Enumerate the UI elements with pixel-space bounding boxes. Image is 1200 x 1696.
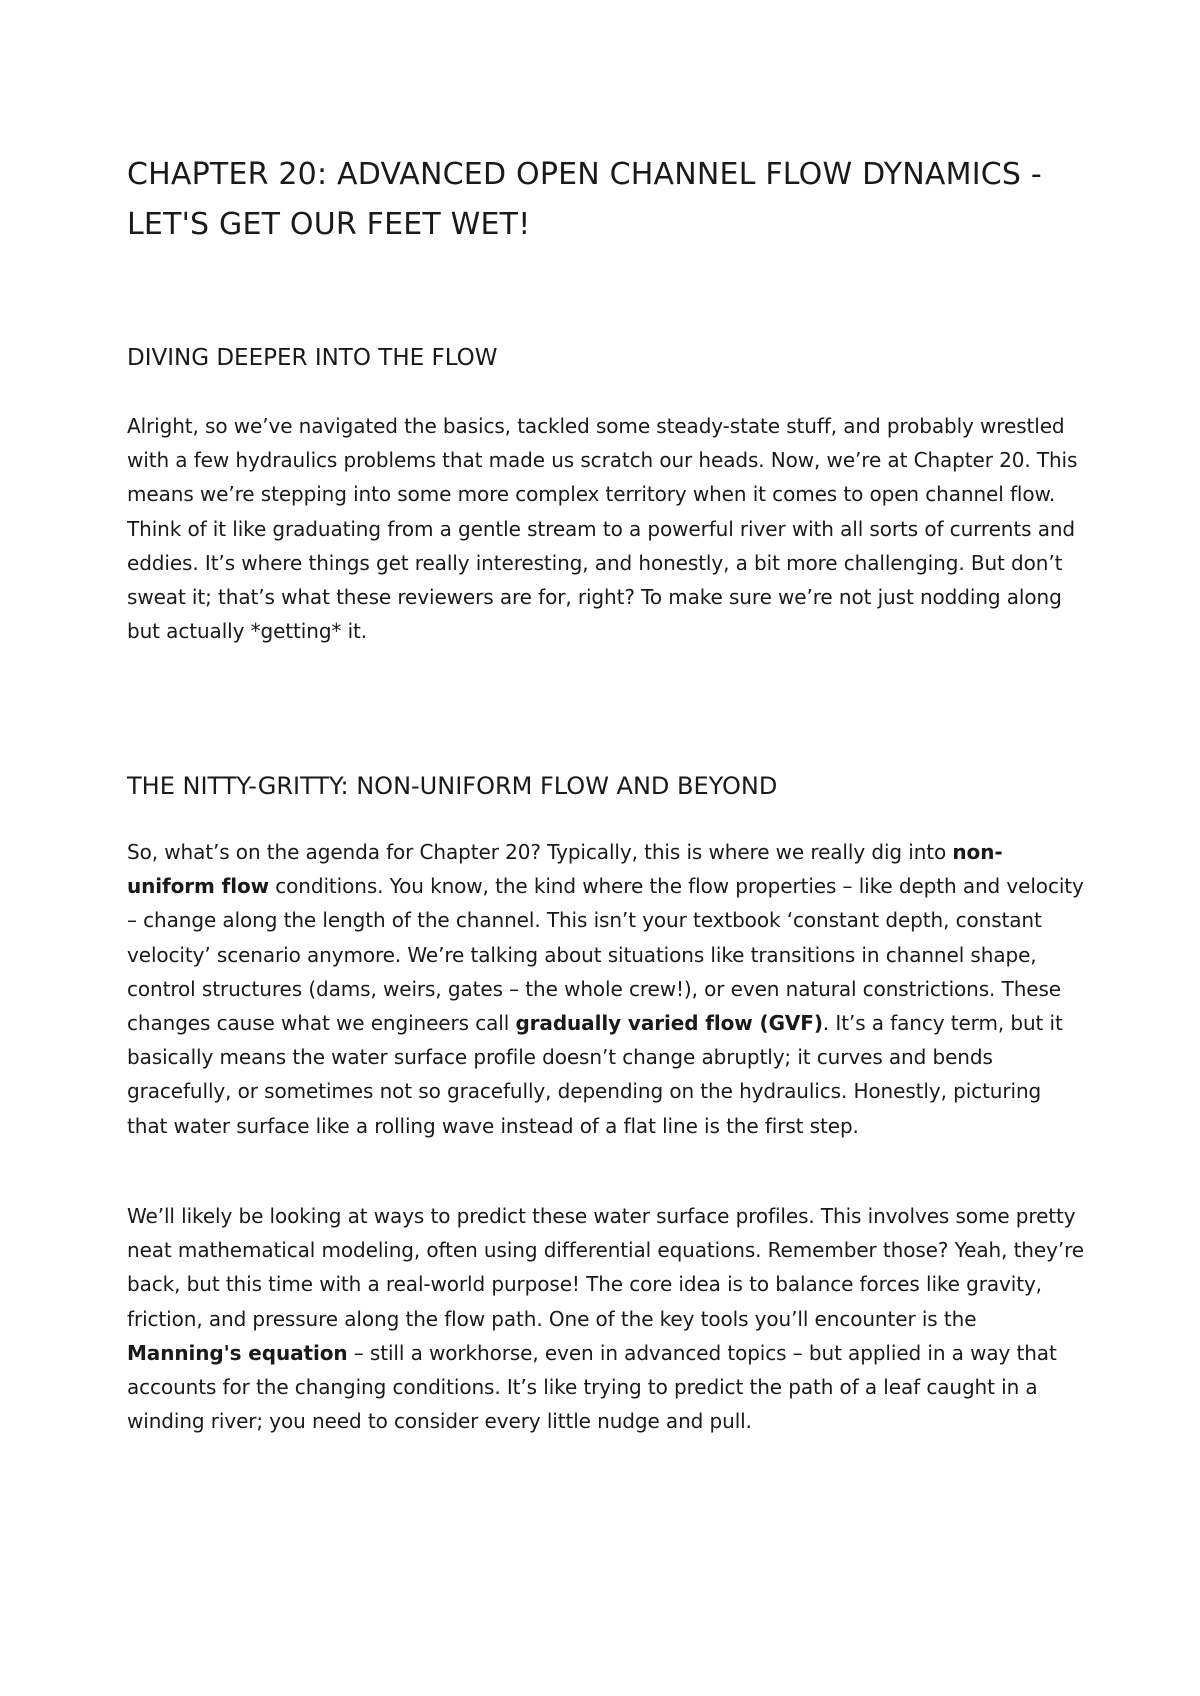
text-run: conditions. You know, the kind where the flow properties – like depth and velocity – change along the length of the channel. This isn’t your textbook ‘constant depth, constant velocity’ scenario anymore. We’re talking about situations like transitions in channel shape, control structures (dams, weirs, gates – the whole crew!), or even natural constrictions. These changes cause what we engineers call — [127, 874, 1084, 1036]
bold-term-non-uniform-flow: non-uniform flow — [127, 840, 1003, 899]
text-run: . It’s a fancy term, but it basically means the water surface profile doesn’t change abruptly; it curves and bends gracefully, or sometimes not so gracefully, depending on the hydraulics. Honestly, picturing that water surface like a rolling wave instead of a flat line is the first step. — [127, 1011, 1063, 1138]
text-run: So, what’s on the agenda for Chapter 20? Typically, this is where we really dig into — [127, 840, 953, 864]
paragraph-water-surface-profiles — [127, 1199, 1087, 1438]
bold-term-mannings-equation: Manning's equation — [127, 1340, 348, 1365]
bold-term-gvf: gradually varied flow (GVF) — [515, 1011, 823, 1036]
paragraph-intro: Alright, so we’ve navigated the basics, tackled some steady-state stuff, and probably wrestled with a few hydraulics problems that made us scratch our heads. Now, we’re at Chapter 20. This means we’re stepping into some more complex territory when it comes to open channel flow. Think of it like graduating from a gentle stream to a powerful river with all sorts of currents and eddies. It’s where things get really interesting, and honestly, a bit more challenging. But don’t sweat it; that’s what these reviewers are for, right? To make sure we’re not just nodding along but actually *getting* it. — [127, 414, 1078, 644]
paragraph-non-uniform-flow — [127, 835, 1087, 1143]
section-heading-diving-deeper: DIVING DEEPER INTO THE FLOW — [127, 345, 498, 371]
text-run: We’ll likely be looking at ways to predict these water surface profiles. This involves some pretty neat mathematical modeling, often using differential equations. Remember those? Yeah, they’re back, but this time with a real-world purpose! The core idea is to balance forces like gravity, friction, and pressure along the flow path. One of the key tools you’ll encounter is the — [127, 1204, 1084, 1331]
text-run: – still a workhorse, even in advanced topics – but applied in a way that accounts for the changing conditions. It’s like trying to predict the path of a leaf caught in a winding river; you need to consider every little nudge and pull. — [127, 1340, 1057, 1434]
chapter-title: CHAPTER 20: ADVANCED OPEN CHANNEL FLOW DYNAMICS - LET'S GET OUR FEET WET! — [127, 157, 1042, 242]
section-heading-nitty-gritty: THE NITTY-GRITTY: NON-UNIFORM FLOW AND BEYOND — [127, 772, 778, 800]
